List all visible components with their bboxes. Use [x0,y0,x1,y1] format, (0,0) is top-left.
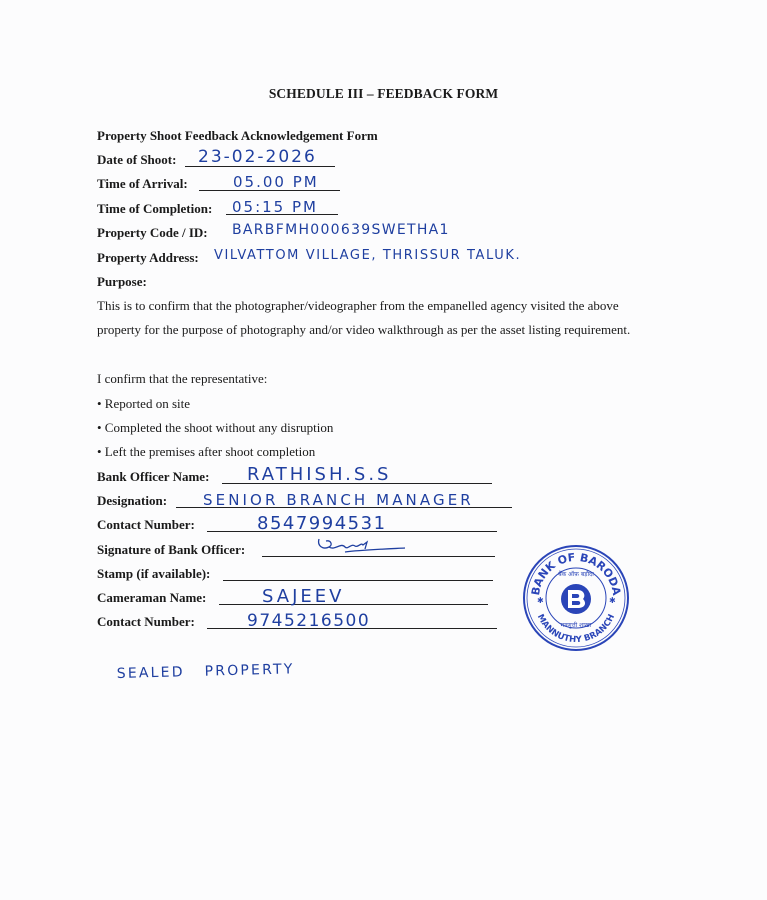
bank-officer-name-label: Bank Officer Name: [97,469,210,484]
svg-text:✱: ✱ [537,596,544,605]
purpose-text-line-2: property for the purpose of photography and/or video walkthrough as per the asset listing requirement. [97,322,631,337]
signature-underline [262,556,495,557]
stamp-bottom-text: MANNUTHY BRANCH [534,612,618,646]
confirm-item: • Left the premises after shoot completion [97,444,316,459]
date-of-shoot-label: Date of Shoot: [97,152,177,167]
stamp-hindi-text: बैंक ऑफ़ बड़ौदा [558,571,594,578]
cameraman-name-label: Cameraman Name: [97,590,207,605]
stamp-top-text: BANK OF BARODA [528,550,624,597]
purpose-text-line-1: This is to confirm that the photographer/videographer from the empanelled agency visited the above [97,298,619,313]
confirm-item: • Completed the shoot without any disruption [97,420,334,435]
cameraman-name-value: SAJEEV [262,586,345,607]
sealed-property-note: SEALED PROPERTY [116,661,295,682]
stamp-underline [223,580,493,581]
property-code-value: BARBFMH000639SWETHA1 [232,222,450,238]
signature-label: Signature of Bank Officer: [97,542,246,557]
confirm-intro: I confirm that the representative: [97,371,268,386]
stamp-hindi-bottom-text: मण्णुत्ती शाखा [560,622,592,629]
time-of-completion-value: 05:15 PM [232,198,318,216]
purpose-label: Purpose: [97,274,147,289]
property-address-value: VILVATTOM VILLAGE, THRISSUR TALUK. [214,248,522,263]
svg-text:✱: ✱ [609,596,616,605]
property-address-label: Property Address: [97,250,199,265]
bank-stamp-seal-icon [521,543,631,653]
officer-contact-label: Contact Number: [97,517,195,532]
designation-label: Designation: [97,493,168,508]
date-of-shoot-value: 23-02-2026 [198,147,317,167]
bank-officer-name-value: RATHISH.S.S [247,464,392,485]
cameraman-contact-value: 9745216500 [247,611,371,631]
signature-scribble-icon [315,536,407,556]
form-subtitle: Property Shoot Feedback Acknowledgement Form [97,128,378,143]
form-title: SCHEDULE III – FEEDBACK FORM [268,86,499,101]
stamp-label: Stamp (if available): [97,566,211,581]
property-code-label: Property Code / ID: [97,225,208,240]
confirm-item: • Reported on site [97,396,191,411]
designation-value: SENIOR BRANCH MANAGER [203,491,474,509]
time-of-arrival-label: Time of Arrival: [97,176,188,191]
officer-contact-value: 8547994531 [257,513,387,534]
time-of-arrival-value: 05.00 PM [233,173,319,191]
cameraman-name-underline [219,604,488,605]
time-of-completion-label: Time of Completion: [97,201,213,216]
cameraman-contact-label: Contact Number: [97,614,195,629]
